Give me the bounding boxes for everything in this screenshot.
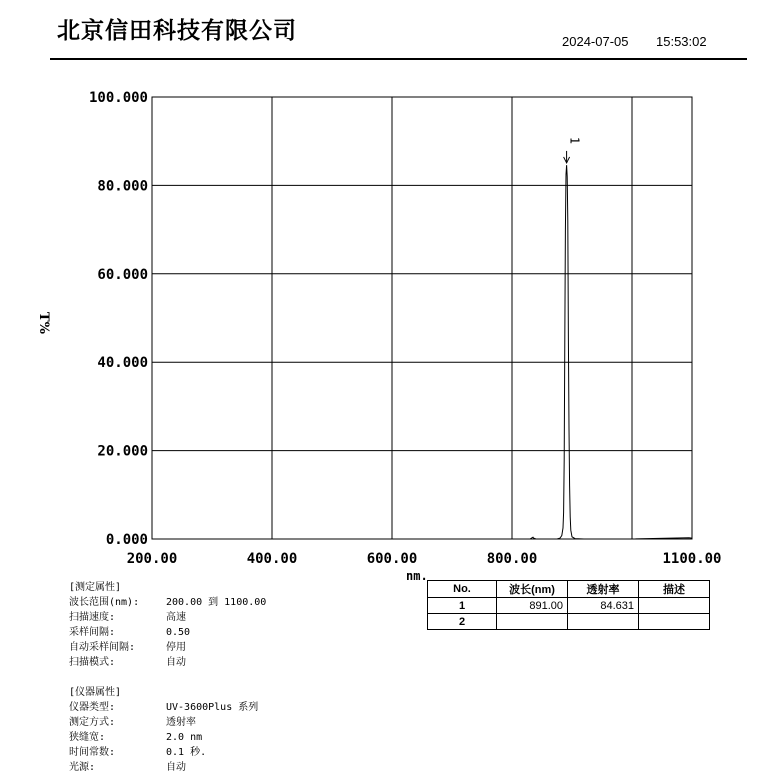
plot-frame <box>152 97 692 539</box>
x-tick-label: 1100.00 <box>662 551 722 567</box>
x-tick-label: 800.00 <box>486 551 538 567</box>
prop-value: 透射率 <box>166 717 196 728</box>
prop-value: 0.50 <box>166 627 191 638</box>
peak-transmittance <box>568 614 639 630</box>
prop-label: 仪器类型: <box>69 702 116 713</box>
col-description: 描述 <box>639 581 710 598</box>
y-tick-label: 60.000 <box>97 266 148 283</box>
table-row <box>428 598 710 614</box>
company-name: 北京信田科技有限公司 <box>57 18 297 44</box>
y-axis-ticks <box>89 90 148 548</box>
prop-label: 光源: <box>69 762 96 773</box>
peak-table-header <box>428 581 710 598</box>
y-tick-label: 100.000 <box>88 90 148 106</box>
col-transmittance: 透射率 <box>568 581 639 598</box>
prop-value: 自动 <box>166 657 186 668</box>
measure-props-title: [测定属性] <box>69 582 122 593</box>
peak-no: 2 <box>428 614 497 630</box>
prop-label: 时间常数: <box>69 747 116 758</box>
prop-value: UV-3600Plus 系列 <box>166 702 259 713</box>
report-time: 15:53:02 <box>656 34 707 49</box>
prop-value: 2.0 nm <box>166 732 203 743</box>
col-wavelength: 波长(nm) <box>497 581 568 598</box>
y-tick-label: 20.000 <box>97 443 148 460</box>
peak-transmittance: 84.631 <box>568 598 639 614</box>
prop-label: 狭缝宽: <box>69 732 106 743</box>
x-axis-ticks <box>127 551 722 567</box>
x-axis-unit: nm. <box>406 569 428 580</box>
peak-description <box>639 598 710 614</box>
y-tick-label: 0.000 <box>105 532 148 548</box>
prop-value: 0.1 秒. <box>166 747 207 758</box>
table-row <box>428 614 710 630</box>
prop-value: 高速 <box>166 612 186 623</box>
prop-label: 扫描模式: <box>69 657 116 668</box>
chart-grid <box>152 97 692 539</box>
x-tick-label: 400.00 <box>246 551 298 567</box>
prop-label: 扫描速度: <box>69 612 116 623</box>
peak-markers <box>564 137 582 163</box>
series-line <box>152 165 692 539</box>
peak-no: 1 <box>428 598 497 614</box>
prop-value: 自动 <box>166 762 186 773</box>
prop-value: 200.00 到 1100.00 <box>166 597 267 608</box>
report-date: 2024-07-05 <box>562 34 629 49</box>
prop-label: 自动采样间隔: <box>69 642 136 653</box>
peak-description <box>639 614 710 630</box>
y-tick-label: 80.000 <box>97 178 148 195</box>
peak-table <box>427 580 710 630</box>
prop-value: 停用 <box>166 642 186 653</box>
y-axis-label: T% <box>36 312 51 335</box>
prop-label: 测定方式: <box>69 717 116 728</box>
x-tick-label: 200.00 <box>126 551 178 567</box>
col-no: No. <box>428 581 497 598</box>
prop-label: 波长范围(nm): <box>69 597 140 608</box>
prop-label: 采样间隔: <box>69 627 116 638</box>
peak-wavelength <box>497 614 568 630</box>
instrument-props-title: [仪器属性] <box>69 687 122 698</box>
peak-wavelength: 891.00 <box>497 598 568 614</box>
x-tick-label: 600.00 <box>366 551 418 567</box>
peak-marker-label: 1 <box>567 136 582 145</box>
y-tick-label: 40.000 <box>97 355 148 372</box>
